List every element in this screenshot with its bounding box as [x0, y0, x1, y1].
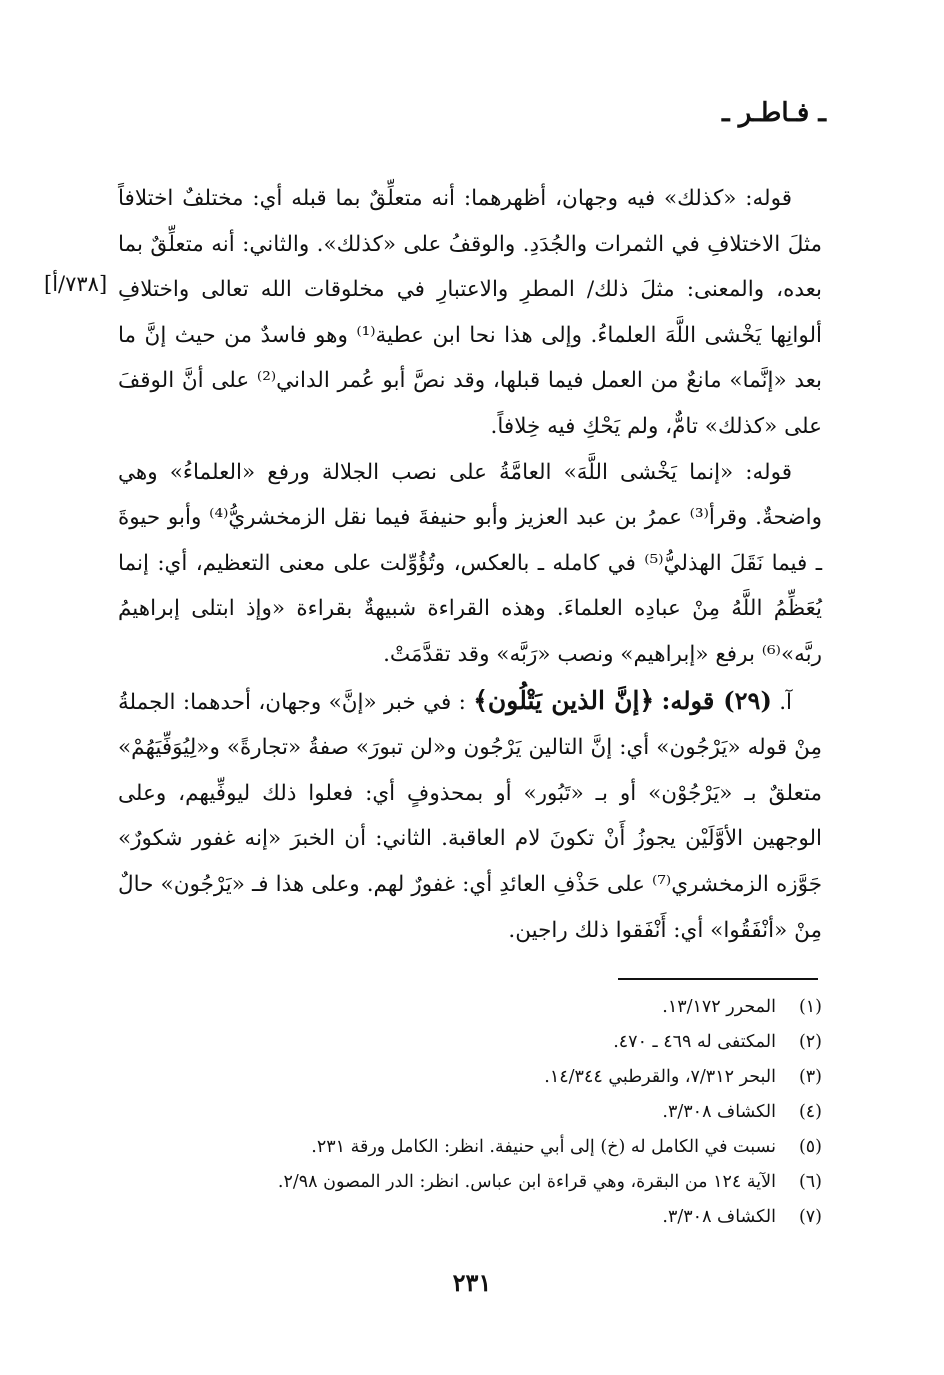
main-text	[118, 176, 822, 953]
footnote-number: (٤)	[798, 1102, 822, 1122]
footnote-item	[118, 1130, 822, 1165]
footnote-text: الآية ١٢٤ من البقرة، وهي قراءة ابن عباس. انظر: الدر المصون ٢/٩٨.	[277, 1172, 776, 1192]
footnote-item	[118, 1025, 822, 1060]
paragraph-3-text: : في خبر «إنَّ» وجهان، أحدهما: الجملةُ مِنْ قوله «يَرْجُون» أي: إنَّ التالين يَرْجُون و«لن تبورَ» صفةُ «تجارةً» و«لِيُوَفِّيَهُمْ» متعلقٌ بـ «يَرْجُوْن» أو بـ «تَبُور» أو بمحذوفٍ أي: فعلوا ذلك ليوفِّيهم، وعلى الوجهين الأوَّلَيْن يجوزُ أَنْ تكونَ لام العاقبة. الثاني: أن الخبرَ «إنه غفور شكورٌ» جَوَّزه الزمخشري⁽⁷⁾ على حَذْفِ العائدِ أي: غفورٌ لهم. وعلى هذا فـ «يَرْجُون» حالٌ مِنْ «أنْفَقُوا» أي: أَنْفَقوا ذلك راجين.	[118, 689, 822, 943]
verse-quote: ﴿إنَّ الذين يَتْلُون﴾	[473, 685, 655, 715]
manuscript-folio-reference: [٧٣٨/أ]	[44, 272, 108, 296]
paragraph-2: قوله: «إنما يَخْشى اللَّهَ» العامَّةُ على نصب الجلالة ورفع «العلماءُ» وهي واضحةٌ. وقرأ⁽³⁾ عمرُ بن عبد العزيز وأبو حنيفةَ فيما نقل الزمخشريُّ⁽⁴⁾ وأبو حيوةَ ـ فيما نَقَلَ الهذليُّ⁽⁵⁾ في كامله ـ بالعكس، وتُؤُوِّلت على معنى التعظيم، أي: إنما يُعَظِّمُ اللَّهُ مِنْ عبادِه العلماءَ. وهذه القراءة شبيهةٌ بقراءة «وإذ ابتلى إبراهيمُ ربَّه»⁽⁶⁾ برفع «إبراهيم» ونصب «رَبَّه» وقد تقدَّمَتْ.	[118, 459, 823, 667]
footnote-item	[118, 1165, 822, 1200]
footnote-separator	[618, 978, 818, 980]
footnote-text: المكتفى له ٤٦٩ ـ ٤٧٠.	[613, 1032, 776, 1052]
footnote-item	[118, 1200, 822, 1235]
footnote-item	[118, 1095, 822, 1130]
footnote-number: (٣)	[798, 1067, 822, 1087]
footnote-item	[118, 1060, 822, 1095]
footnote-text: الكشاف ٣/٣٠٨.	[662, 1102, 776, 1122]
footnote-number: (٧)	[798, 1207, 822, 1227]
verse-number: (٢٩) قوله:	[661, 685, 772, 715]
footnote-number: (٦)	[798, 1172, 822, 1192]
footnotes-list	[118, 990, 822, 1235]
page-number: ٢٣١	[452, 1268, 492, 1297]
footnote-item	[118, 990, 822, 1025]
footnote-text: نسبت في الكامل له (خ) إلى أبي حنيفة. انظر: الكامل ورقة ٢٣١.	[311, 1137, 776, 1157]
footnote-number: (٢)	[798, 1032, 822, 1052]
paragraph-1: قوله: «كذلك» فيه وجهان، أظهرهما: أنه متعلِّقٌ بما قبله أي: مختلفٌ اختلافاً مثلَ الاختلافِ في الثمرات والجُدَدِ. والوقفُ على «كذلك». والثاني: أنه متعلِّقٌ بما بعده، والمعنى: مثلَ ذلك/ المطرِ والاعتبارِ في مخلوقات الله تعالى واختلافِ ألوانِها يَخْشى اللَّهَ العلماءُ. وإلى هذا نحا ابن عطية⁽¹⁾ وهو فاسدٌ من حيث إنَّ ما بعد «إنَّما» مانعٌ من العمل فيما قبلها، وقد نصَّ أبو عُمر الداني⁽²⁾ على أنَّ الوقفَ على «كذلك» تامٌّ، ولم يَحْكِ فيه خِلافاً.	[118, 186, 823, 439]
verse-marker: آ.	[779, 689, 792, 715]
footnote-text: الكشاف ٣/٣٠٨.	[662, 1207, 776, 1227]
footnote-number: (١)	[798, 997, 822, 1017]
running-header: ـ فـاطـر ـ	[722, 98, 826, 128]
footnote-text: البحر ٧/٣١٢، والقرطبي ١٤/٣٤٤.	[544, 1067, 776, 1087]
footnote-text: المحرر ١٣/١٧٢.	[662, 997, 776, 1017]
paragraph-3	[118, 678, 822, 954]
footnote-number: (٥)	[798, 1137, 822, 1157]
